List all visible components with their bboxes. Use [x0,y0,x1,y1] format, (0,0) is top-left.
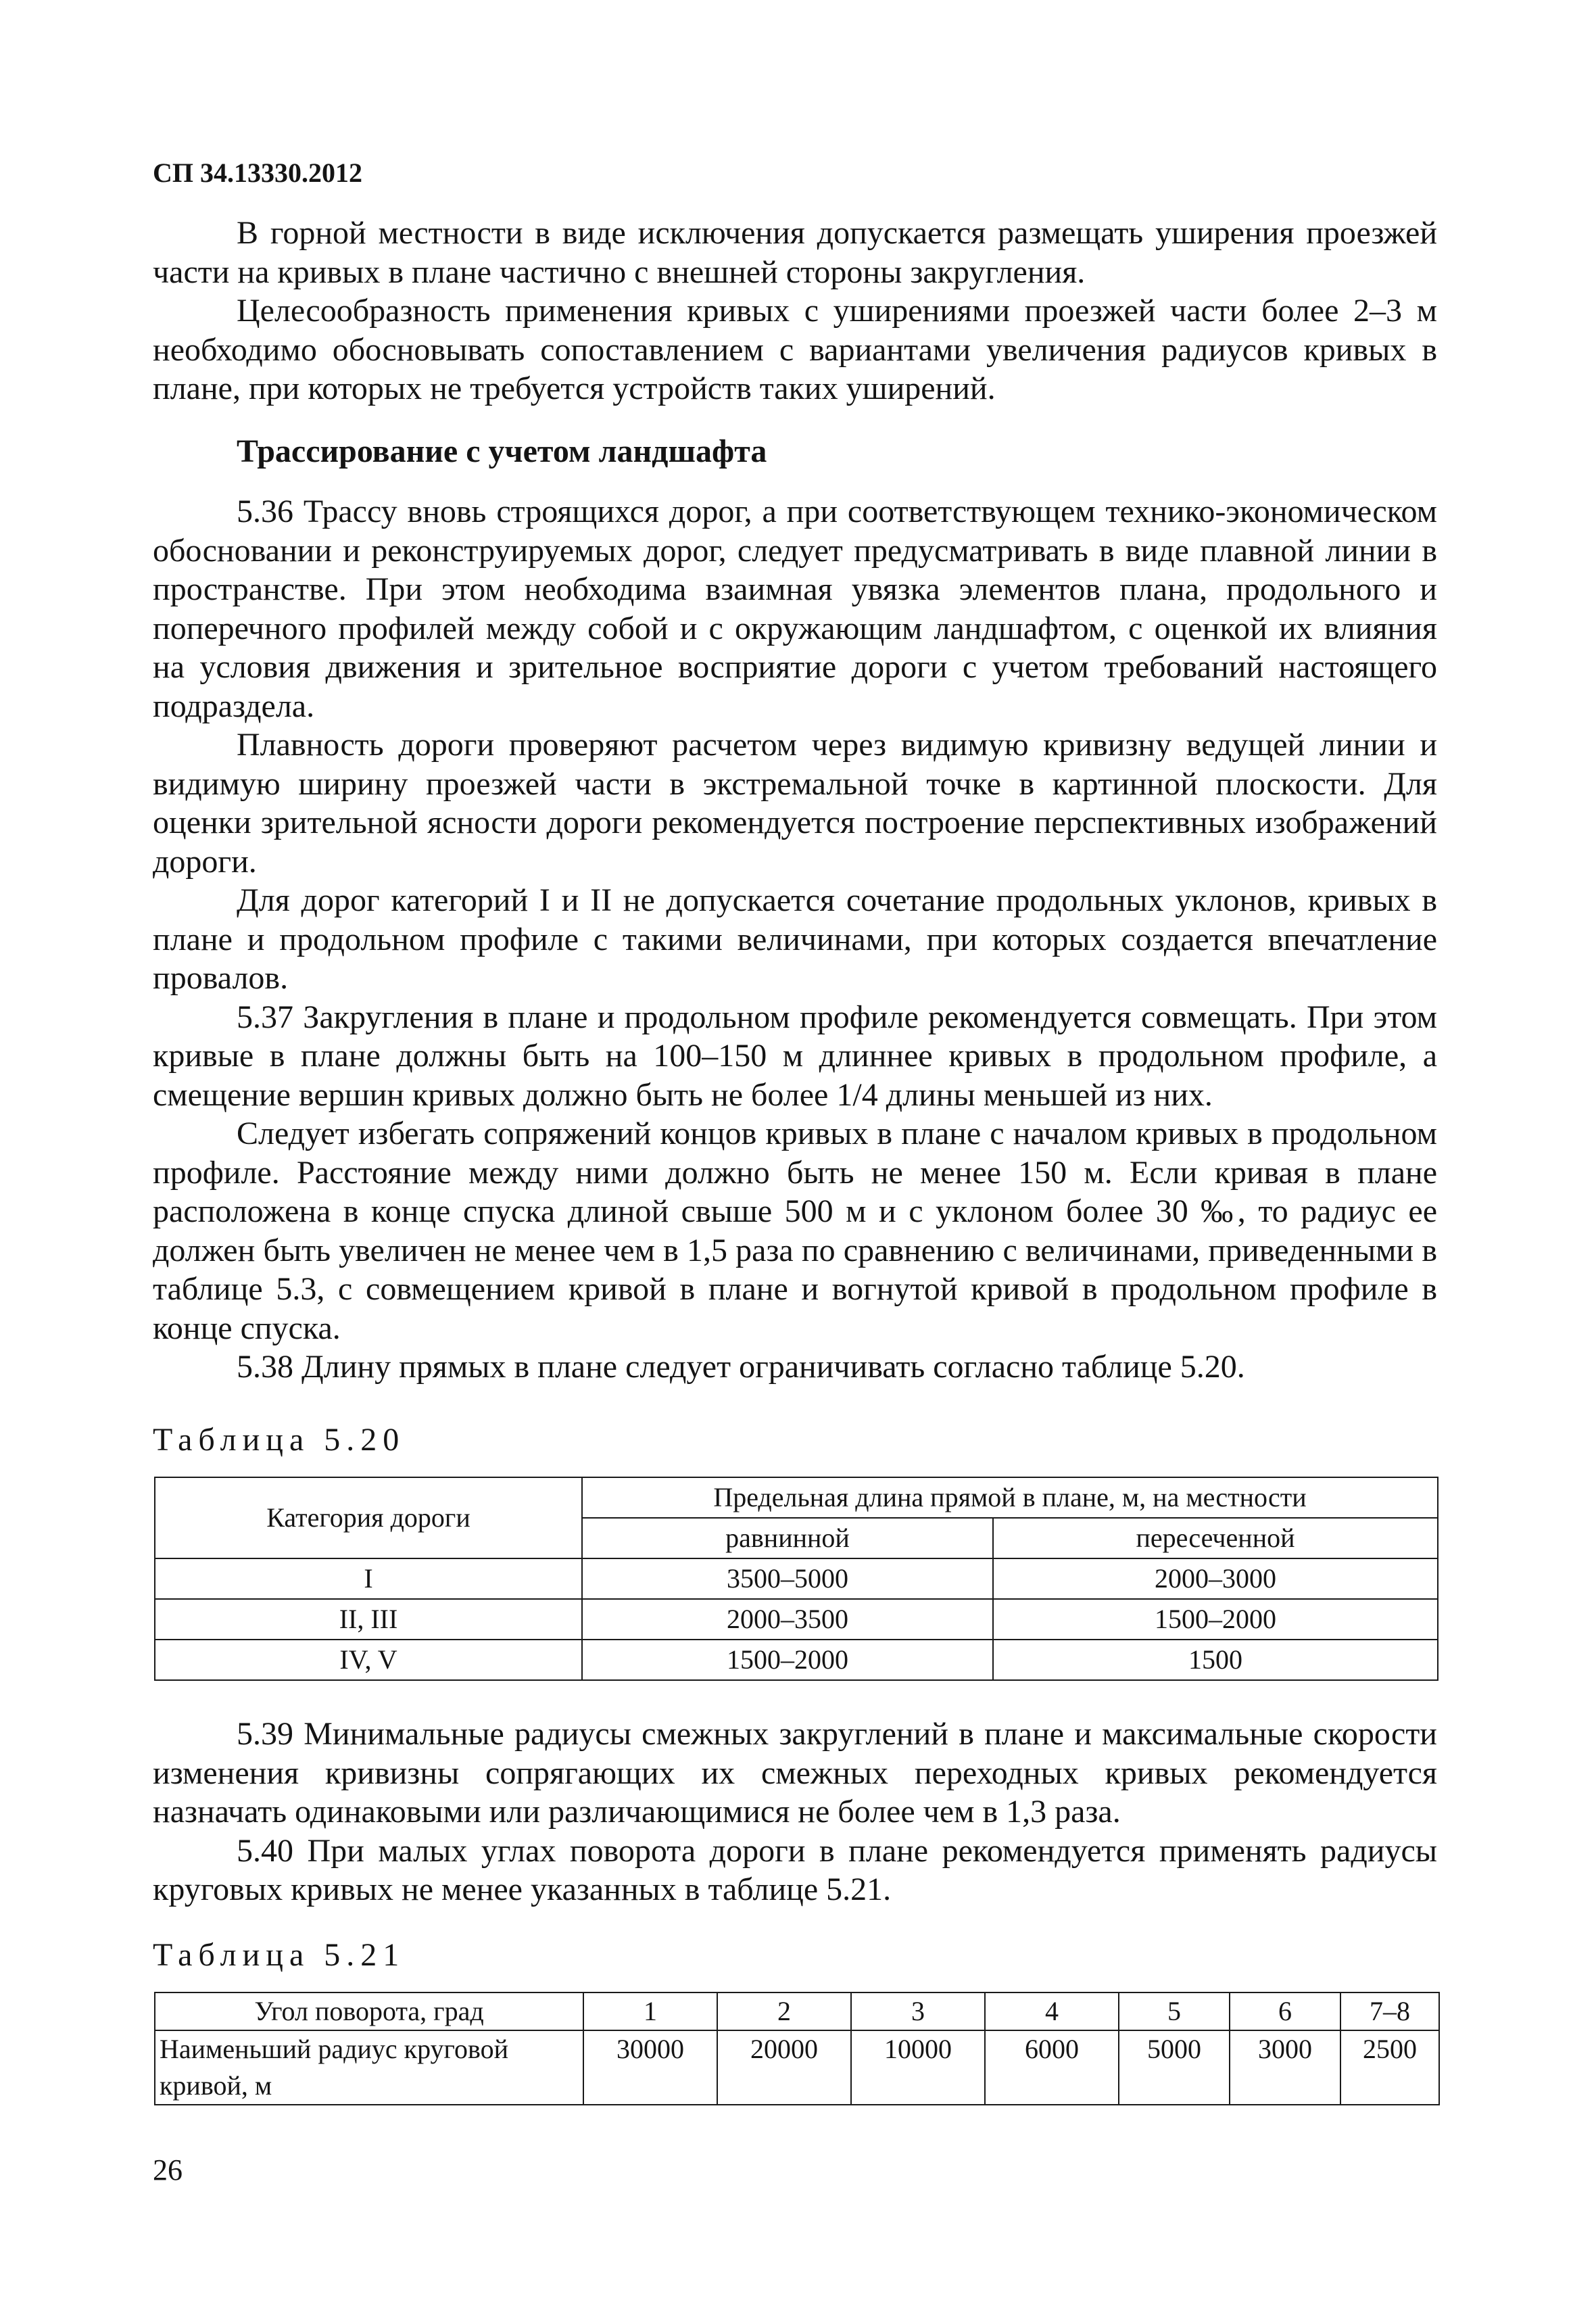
column-header-rugged: пересеченной [993,1518,1438,1558]
cell-angle: 1 [583,1992,717,2030]
cell-radius: 20000 [717,2030,851,2105]
cell-radius: 3000 [1230,2030,1340,2105]
intro-text [153,214,1437,408]
column-header-category: Категория дороги [155,1477,582,1558]
cell-radius: 5000 [1119,2030,1230,2105]
cell-angle: 7–8 [1340,1992,1439,2030]
table-5-20-caption: Таблица 5.20 [153,1422,406,1458]
paragraph: 5.40 При малых углах поворота дороги в плане рекомендуется применять радиусы круговых кривых не менее указанных в таблице 5.21. [153,1832,1437,1907]
table-row-radius [155,2030,1439,2105]
row-label-radius: Наименьший радиус круговой кривой, м [155,2030,583,2105]
cell-radius: 30000 [583,2030,717,2105]
paragraph: Плавность дороги проверяют расчетом через видимую кривизну ведущей линии и видимую ширину проезжей части в экстремальной точке в картинной плоскости. Для оценки зрительной ясности дороги рекомендуется построение перспективных изображений дороги. [153,727,1437,880]
cell-category: I [155,1558,582,1599]
cell-category: IV, V [155,1640,582,1680]
table-5-21-caption: Таблица 5.21 [153,1937,406,1973]
paragraph: Целесообразность применения кривых с уширениями проезжей части более 2–3 м необходимо обосновывать сопоставлением с вариантами увеличения радиусов кривых в плане, при которых не требуется устройств таких уширений. [153,293,1437,406]
column-header-plain: равнинной [582,1518,993,1558]
cell-angle: 5 [1119,1992,1230,2030]
cell-radius: 2500 [1340,2030,1439,2105]
row-label-angle: Угол поворота, град [155,1992,583,2030]
cell-category: II, III [155,1599,582,1640]
table-header-row [155,1477,1438,1518]
cell-angle: 6 [1230,1992,1340,2030]
table-row [155,1599,1438,1640]
paragraph: Следует избегать сопряжений концов кривых в плане с началом кривых в продольном профиле. Расстояние между ними должно быть не менее 150 м. Если кривая в плане расположена в конце спуска длиной свыше 500 м и с уклоном более 30 ‰, то радиус ее должен быть увеличен не менее чем в 1,5 раза по сравнению с величинами, приведенными в таблице 5.3, с совмещением кривой в плане и вогнутой кривой в продольном профиле в конце спуска. [153,1116,1437,1346]
cell-angle: 4 [985,1992,1119,2030]
cell-radius: 10000 [851,2030,985,2105]
page-number: 26 [153,2153,183,2187]
paragraph: 5.38 Длину прямых в плане следует ограничивать согласно таблице 5.20. [237,1349,1245,1385]
table-5-20 [154,1477,1438,1681]
main-text [153,492,1437,1387]
paragraph: В горной местности в виде исключения допускается размещать уширения проезжей части на кривых в плане частично с внешней стороны закругления. [153,215,1437,290]
paragraph: 5.37 Закругления в плане и продольном профиле рекомендуется совмещать. При этом кривые в плане должны быть на 100–150 м длиннее кривых в продольном профиле, а смещение вершин кривых должно быть не более 1/4 длины меньшей из них. [153,999,1437,1113]
cell-angle: 2 [717,1992,851,2030]
paragraph: Для дорог категорий I и II не допускается сочетание продольных уклонов, кривых в плане и продольном профиле с такими величинами, при которых создается впечатление провалов. [153,882,1437,996]
cell-radius: 6000 [985,2030,1119,2105]
table-5-21 [154,1992,1440,2105]
post-table-text [153,1715,1437,1909]
table-row-angle [155,1992,1439,2030]
cell-angle: 3 [851,1992,985,2030]
table-row [155,1640,1438,1680]
column-header-group: Предельная длина прямой в плане, м, на местности [582,1477,1438,1518]
paragraph: 5.36 Трассу вновь строящихся дорог, а при соответствующем технико-экономическом обосновании и реконструируемых дорог, следует предусматривать в виде плавной линии в пространстве. При этом необходима взаимная увязка элементов плана, продольного и поперечного профилей между собой и с окружающим ландшафтом, с оценкой их влияния на условия движения и зрительное восприятие дороги с учетом требований настоящего подраздела. [153,494,1437,724]
cell-rugged: 2000–3000 [993,1558,1438,1599]
cell-plain: 3500–5000 [582,1558,993,1599]
document-header: СП 34.13330.2012 [153,158,362,188]
section-title: Трассирование с учетом ландшафта [237,433,767,469]
cell-plain: 2000–3500 [582,1599,993,1640]
cell-plain: 1500–2000 [582,1640,993,1680]
paragraph: 5.39 Минимальные радиусы смежных закруглений в плане и максимальные скорости изменения кривизны сопрягающих их смежных переходных кривых рекомендуется назначать одинаковыми или различающимися не более чем в 1,3 раза. [153,1716,1437,1830]
cell-rugged: 1500 [993,1640,1438,1680]
cell-rugged: 1500–2000 [993,1599,1438,1640]
table-row [155,1558,1438,1599]
